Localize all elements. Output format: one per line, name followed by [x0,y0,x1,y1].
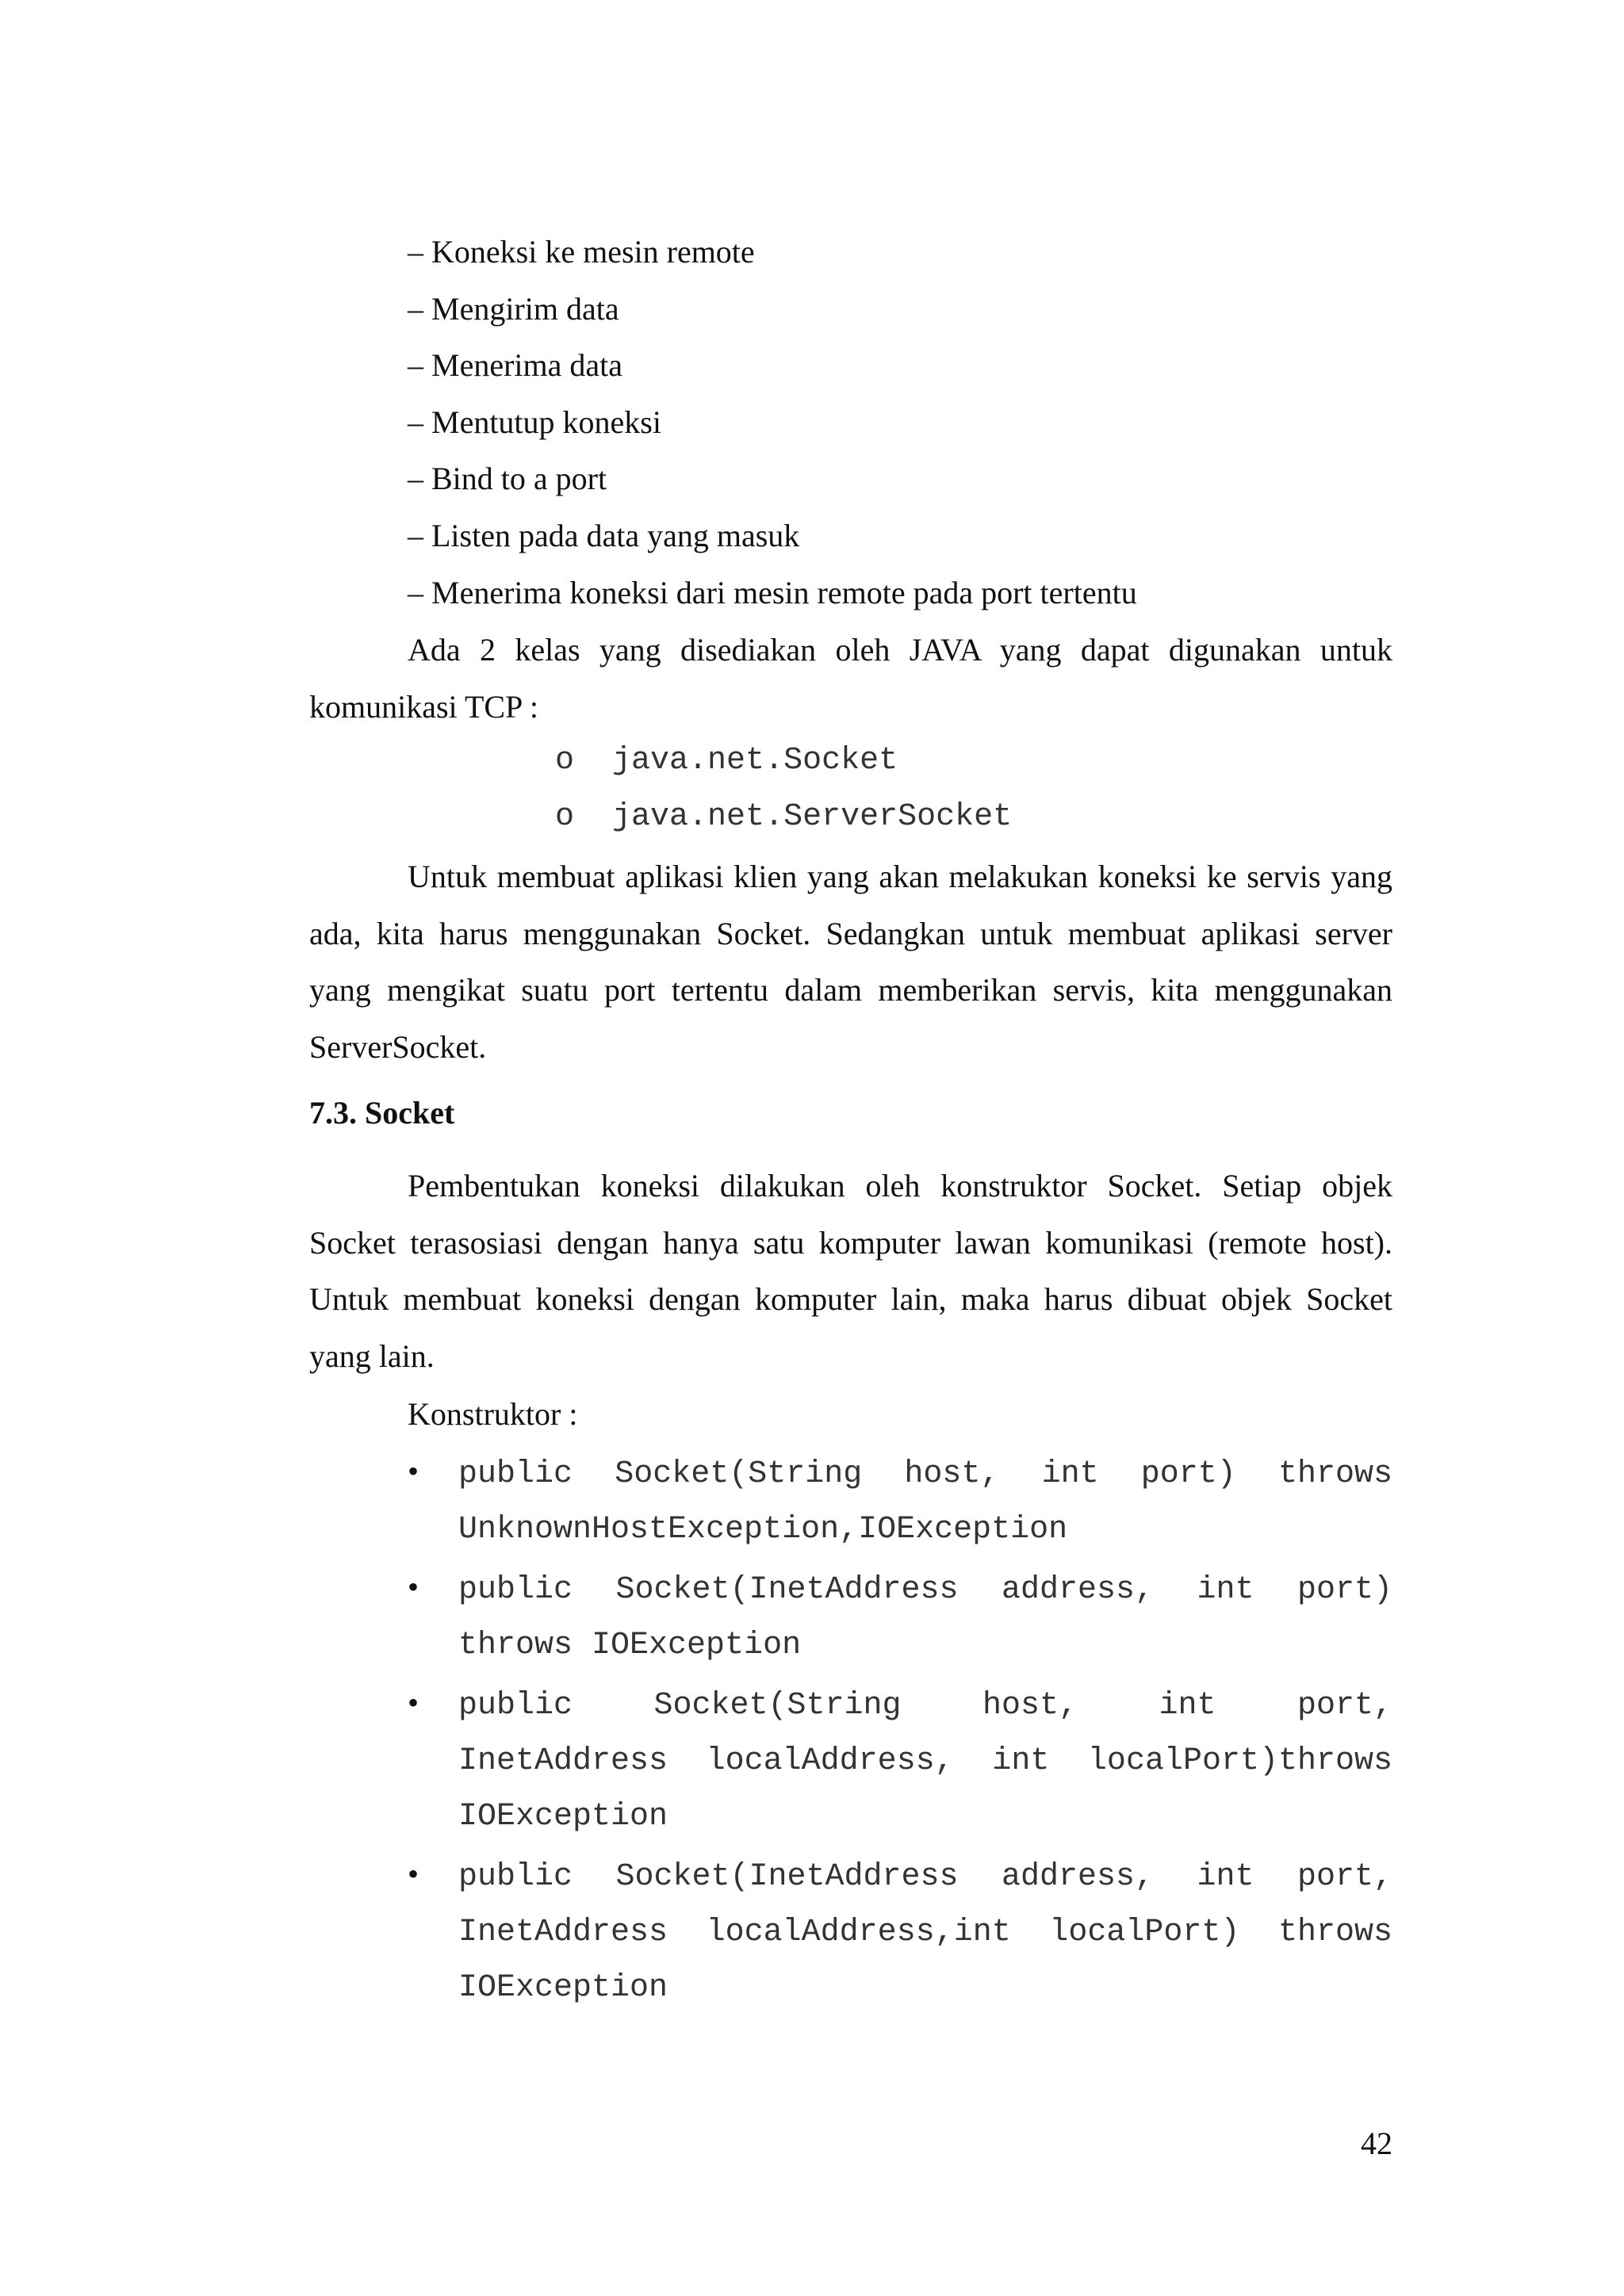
page-number: 42 [1361,2126,1392,2161]
code-line: UnknownHostException,IOException [458,1512,1068,1548]
section-heading: 7.3. Socket [309,1095,455,1131]
constructor-label: Konstruktor : [408,1396,578,1432]
bullet-icon: • [408,1453,419,1489]
code-line: IOException [458,1970,668,2006]
code-line: InetAddress localAddress,int localPort) throws [458,1915,1392,1950]
code-line: InetAddress localAddress, int localPort)throws [458,1743,1392,1779]
code-line: public Socket(String host, int port, [458,1688,1392,1724]
class-marker: o [555,743,575,779]
dash-item: – Bind to a port [408,461,607,496]
dash-item: – Mengirim data [408,291,619,327]
dash-item: – Listen pada data yang masuk [408,518,800,553]
dash-item: – Menerima koneksi dari mesin remote pada port tertentu [408,575,1137,610]
class-marker: o [555,799,575,835]
constructor-item [458,1687,1392,1854]
bullet-icon: • [408,1685,419,1720]
class-item-socket [555,742,898,780]
bullet-icon: • [408,1569,419,1605]
class-item-serversocket [555,798,1012,836]
constructor-item [458,1858,1392,2025]
constructor-item [458,1456,1392,1567]
constructor-item [458,1571,1392,1682]
usage-paragraph: Untuk membuat aplikasi klien yang akan melakukan koneksi ke servis yang ada, kita harus menggunakan Socket. Sedangkan untuk membuat aplikasi server yang mengikat suatu port tertentu dalam memberikan servis, kita menggunakan ServerSocket. [309,859,1392,1065]
code-line: public Socket(InetAddress address, int port, [458,1859,1392,1895]
dash-item: – Mentutup koneksi [408,404,661,440]
socket-paragraph: Pembentukan koneksi dilakukan oleh konstruktor Socket. Setiap objek Socket terasosiasi dengan hanya satu komputer lawan komunikasi (remote host). Untuk membuat koneksi dengan komputer lain, maka harus dibuat objek Socket yang lain. [309,1168,1392,1374]
class-name: java.net.ServerSocket [612,799,1013,835]
dash-item: – Menerima data [408,347,622,383]
code-line: throws IOException [458,1628,802,1663]
code-line: IOException [458,1799,668,1835]
code-line: public Socket(InetAddress address, int port) [458,1572,1392,1608]
code-line: public Socket(String host, int port) throws [458,1456,1392,1492]
bullet-icon: • [408,1856,419,1892]
dash-item: – Koneksi ke mesin remote [408,234,755,270]
class-name: java.net.Socket [612,743,898,779]
intro-paragraph: Ada 2 kelas yang disediakan oleh JAVA yang dapat digunakan untuk komunikasi TCP : [309,632,1392,725]
